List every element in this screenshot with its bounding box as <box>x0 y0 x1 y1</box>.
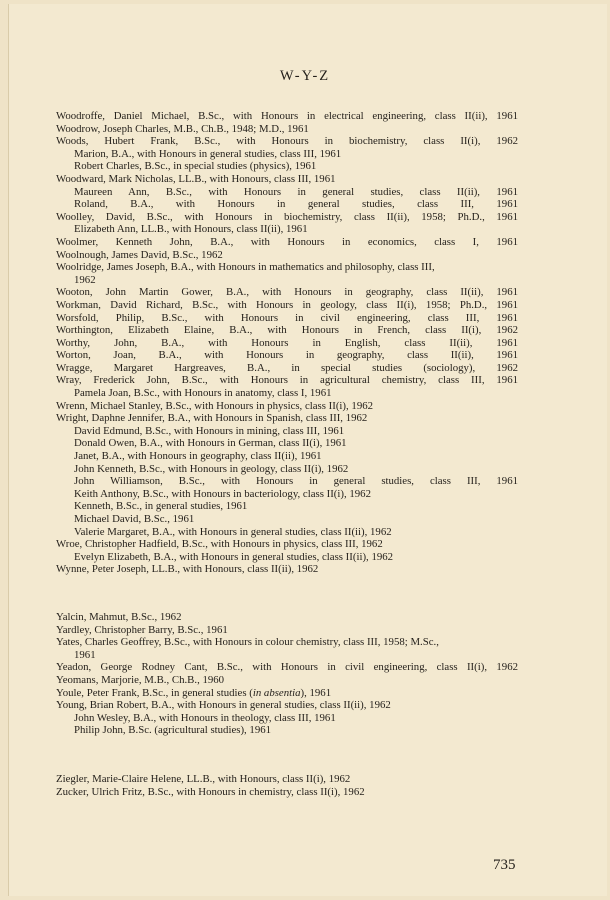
entry-line <box>56 412 518 425</box>
entry-line <box>56 425 518 438</box>
entry-line <box>56 563 518 576</box>
entry-line <box>56 773 518 786</box>
entry-text: Woolmer, Kenneth John, B.A., with Honours in economics, class I, 1961 <box>56 235 518 248</box>
entry-line <box>56 387 518 400</box>
entry-text: Janet, B.A., with Honours in geography, class II(ii), 1961 <box>74 450 322 463</box>
section-z-list <box>56 773 518 798</box>
entry-line <box>56 123 518 136</box>
entry-text: Wroe, Christopher Hadfield, B.Sc., with Honours in physics, class III, 1962 <box>56 538 383 551</box>
entry-text: Woolley, David, B.Sc., with Honours in biochemistry, class II(ii), 1958; Ph.D., 1961 <box>56 210 518 223</box>
entry-line <box>56 236 518 249</box>
entry-line <box>56 674 518 687</box>
entry-text: Woodrow, Joseph Charles, M.B., Ch.B., 1948; M.D., 1961 <box>56 122 309 135</box>
entry-line <box>56 488 518 501</box>
entry-line <box>56 400 518 413</box>
entry-text: Worsfold, Philip, B.Sc., with Honours in civil engineering, class III, 1961 <box>56 311 518 324</box>
entry-text: Wynne, Peter Joseph, LL.B., with Honours, class II(ii), 1962 <box>56 563 319 576</box>
entry-text: Roland, B.A., with Honours in general studies, class III, 1961 <box>74 198 518 211</box>
entry-text: John Kenneth, B.Sc., with Honours in geology, class II(i), 1962 <box>74 462 349 475</box>
entry-text: Worton, Joan, B.A., with Honours in geography, class II(ii), 1961 <box>56 349 518 362</box>
entry-text: Yardley, Christopher Barry, B.Sc., 1961 <box>56 623 228 636</box>
entry-line <box>56 173 518 186</box>
entry-text: Wooton, John Martin Gower, B.A., with Honours in geography, class II(ii), 1961 <box>56 286 518 299</box>
entry-line <box>56 148 518 161</box>
entry-text: Evelyn Elizabeth, B.A., with Honours in general studies, class II(ii), 1962 <box>74 550 394 563</box>
entry-text: John Williamson, B.Sc., with Honours in general studies, class III, 1961 <box>74 475 518 488</box>
entry-line <box>56 324 518 337</box>
section-w-list <box>56 110 518 576</box>
entry-line <box>56 374 518 387</box>
entry-text: Elizabeth Ann, LL.B., with Honours, class II(ii), 1961 <box>74 223 308 236</box>
entry-line <box>56 500 518 513</box>
entry-text: Workman, David Richard, B.Sc., with Honours in geology, class II(i), 1958; Ph.D., 1961 <box>56 298 518 311</box>
entry-text: Pamela Joan, B.Sc., with Honours in anatomy, class I, 1961 <box>74 387 332 400</box>
entry-text: Wray, Frederick John, B.Sc., with Honours in agricultural chemistry, class III, 1961 <box>56 374 518 387</box>
entry-line <box>56 286 518 299</box>
entry-line <box>56 211 518 224</box>
entry-text: Yeomans, Marjorie, M.B., Ch.B., 1960 <box>56 673 225 686</box>
entry-line <box>56 186 518 199</box>
entry-line <box>56 786 518 799</box>
entry-line <box>56 261 518 286</box>
entry-text: Young, Brian Robert, B.A., with Honours in general studies, class II(ii), 1962 <box>56 699 391 712</box>
entry-text: Zucker, Ulrich Fritz, B.Sc., with Honours in chemistry, class II(i), 1962 <box>56 785 365 798</box>
entry-line <box>56 450 518 463</box>
entry-text: Youle, Peter Frank, B.Sc., in general studies (in absentia), 1961 <box>56 686 332 699</box>
entry-text: Keith Anthony, B.Sc., with Honours in bacteriology, class II(i), 1962 <box>74 487 371 500</box>
entry-line <box>56 538 518 551</box>
entry-line <box>56 362 518 375</box>
entry-line <box>56 513 518 526</box>
entry-text: Woolridge, James Joseph, B.A., with Honours in mathematics and philosophy, class III, <box>56 261 435 274</box>
entry-text: David Edmund, B.Sc., with Honours in mining, class III, 1961 <box>74 424 345 437</box>
entry-text: Ziegler, Marie-Claire Helene, LL.B., with Honours, class II(i), 1962 <box>56 773 351 785</box>
entry-text: Valerie Margaret, B.A., with Honours in general studies, class II(ii), 1962 <box>74 525 392 538</box>
entry-text: Philip John, B.Sc. (agricultural studies), 1961 <box>74 724 272 737</box>
entry-line <box>56 463 518 476</box>
entry-text: Michael David, B.Sc., 1961 <box>74 513 195 525</box>
entry-line <box>56 349 518 362</box>
entry-continuation: 1962 <box>74 273 96 286</box>
entry-line <box>56 712 518 725</box>
entry-text: Wright, Daphne Jennifer, B.A., with Honours in Spanish, class III, 1962 <box>56 412 368 425</box>
entry-text: Woodward, Mark Nicholas, LL.B., with Honours, class III, 1961 <box>56 172 336 185</box>
entry-line <box>56 687 518 700</box>
entry-line <box>56 611 518 624</box>
entry-text: Woolnough, James David, B.Sc., 1962 <box>56 248 223 261</box>
entry-text: John Wesley, B.A., with Honours in theology, class III, 1961 <box>74 711 336 724</box>
entry-line <box>56 299 518 312</box>
entry-line <box>56 223 518 236</box>
entry-line <box>56 475 518 488</box>
entry-text: Woods, Hubert Frank, B.Sc., with Honours in biochemistry, class II(i), 1962 <box>56 135 518 148</box>
entry-line <box>56 724 518 737</box>
entry-line <box>56 110 518 123</box>
entry-line <box>56 624 518 637</box>
entry-text: Donald Owen, B.A., with Honours in German, class II(i), 1961 <box>74 437 347 450</box>
entry-line <box>56 636 518 661</box>
entry-text: Kenneth, B.Sc., in general studies, 1961 <box>74 500 248 513</box>
entry-line <box>56 661 518 674</box>
entry-line <box>56 337 518 350</box>
entry-text: Marion, B.A., with Honours in general studies, class III, 1961 <box>74 147 342 160</box>
entry-text: Yates, Charles Geoffrey, B.Sc., with Honours in colour chemistry, class III, 1958; M.Sc., <box>56 636 439 649</box>
page-header: W-Y-Z <box>279 68 331 84</box>
entry-text: Wragge, Margaret Hargreaves, B.A., in special studies (sociology), 1962 <box>56 361 518 374</box>
entry-line <box>56 551 518 564</box>
entry-text: Wrenn, Michael Stanley, B.Sc., with Honours in physics, class II(i), 1962 <box>56 399 374 412</box>
section-y-list <box>56 611 518 737</box>
entry-line <box>56 135 518 148</box>
entry-text: Yalcin, Mahmut, B.Sc., 1962 <box>56 611 182 623</box>
entry-continuation: 1961 <box>74 648 96 661</box>
entry-line <box>56 437 518 450</box>
entry-line <box>56 160 518 173</box>
entry-text: Worthington, Elizabeth Elaine, B.A., with Honours in French, class II(i), 1962 <box>56 324 518 337</box>
page-number: 735 <box>493 857 516 873</box>
entry-line <box>56 699 518 712</box>
entry-text: Maureen Ann, B.Sc., with Honours in general studies, class II(ii), 1961 <box>74 185 518 198</box>
entry-line <box>56 312 518 325</box>
entry-text: Yeadon, George Rodney Cant, B.Sc., with Honours in civil engineering, class II(i), 1962 <box>56 661 518 674</box>
entry-line <box>56 249 518 262</box>
entry-text: Robert Charles, B.Sc., in special studies (physics), 1961 <box>74 160 317 173</box>
entry-text: Worthy, John, B.A., with Honours in English, class II(ii), 1961 <box>56 336 518 349</box>
entry-line <box>56 198 518 211</box>
entry-text: Woodroffe, Daniel Michael, B.Sc., with Honours in electrical engineering, class II(ii), 1961 <box>56 110 518 122</box>
entry-line <box>56 526 518 539</box>
